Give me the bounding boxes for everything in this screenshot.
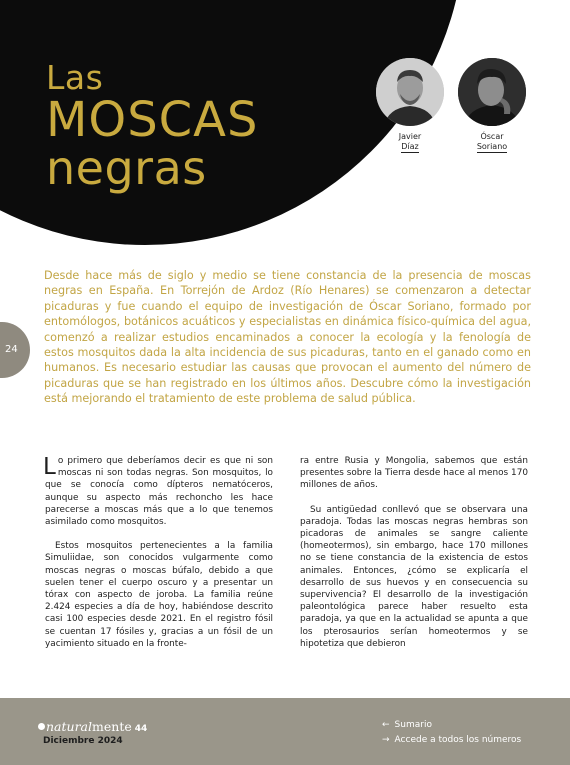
brand-logo bbox=[38, 719, 147, 734]
paragraph-text: o primero que deberíamos decir es que ni son moscas ni son todas negras. Son mosquitos, lo que se conocía como dípteros nematóceros, aunque su aspecto más rechoncho les hace parecerse a moscas más que a lo que tenemos asimilado como mosquitos. bbox=[45, 456, 273, 528]
body-paragraph: Estos mosquitos pertenecientes a la familia Simuliidae, son conocidos vulgarmente como moscas negras o moscas búfalo, debido a que suelen tener el cuerpo oscuro y a presentar un tórax con aspecto de joroba. La familia reúne 2.424 especies a día de hoy, habiéndose descrito casi 100 especies desde 2021. En el registro fósil se cuentan 17 fósiles y, gracias a un fósil de un yacimiento situado en la fronte- bbox=[45, 541, 273, 649]
body-column-2 bbox=[300, 455, 528, 662]
arrow-right-icon: → bbox=[382, 735, 390, 745]
author-name bbox=[454, 132, 530, 153]
brand-dot-icon bbox=[38, 723, 45, 730]
title-line-3: negras bbox=[46, 141, 207, 195]
body-column-1 bbox=[45, 455, 273, 662]
issue-number: 44 bbox=[134, 724, 148, 734]
article-intro: Desde hace más de siglo y medio se tiene constancia de la presencia de moscas negras en España. En Torrejón de Ardoz (Río Henares) se comenzaron a detectar picaduras y fue cuando el equipo de investigación de Óscar Soriano, formado por entomólogos, botánicos acuáticos y especialistas en dinámica físico-química del agua, comenzó a realizar estudios encaminados a conocer la ecología y la fenología de estos mosquitos dada la alta incidencia de sus picaduras, tanto en el ganado como en humanos. Es necesario estudiar las causas que provocan el aumento del número de picaduras que se han registrado en los últimos años. Descubre cómo la investigación está mejorando el tratamiento de este problema de salud pública. bbox=[44, 269, 531, 406]
author-photo-icon bbox=[458, 58, 526, 126]
person-photo-icon bbox=[458, 58, 526, 126]
body-paragraph: ra entre Rusia y Mongolia, sabemos que están presentes sobre la Tierra desde hace al menos 170 millones de años. bbox=[300, 456, 528, 491]
drop-cap: L bbox=[43, 454, 56, 480]
author-oscar-soriano bbox=[454, 58, 530, 153]
brand-rest: mente bbox=[92, 719, 132, 734]
article-title bbox=[46, 58, 259, 195]
link-label: Sumario bbox=[394, 720, 432, 730]
brand-italic: natural bbox=[46, 719, 93, 734]
summary-link[interactable] bbox=[382, 720, 432, 730]
body-paragraph bbox=[45, 455, 273, 528]
author-last-name[interactable]: Soriano bbox=[476, 142, 508, 151]
page-number: 24 bbox=[5, 344, 18, 355]
arrow-left-icon: ← bbox=[382, 720, 390, 730]
author-name bbox=[372, 132, 448, 153]
body-paragraph: Su antigüedad conllevó que se observara una paradoja. Todas las moscas negras hembras son picadoras de animales se sangre caliente (homeotermos), sin embargo, hace 170 millones no se tiene constancia de la existencia de estos animales. Entonces, ¿cómo se explicaría el desarrollo de sus huevos y en consecuencia su supervivencia? El desarrollo de la investigación paleontológica parece haber resuelto esta paradoja, ya que en la actualidad se apunta a que los pterosaurios serían homeotermos y se hipotetiza que debieron bbox=[300, 504, 528, 649]
author-first-name: Javier bbox=[398, 132, 422, 141]
author-first-name: Óscar bbox=[480, 132, 504, 141]
author-javier-diaz bbox=[372, 58, 448, 153]
person-photo-icon bbox=[376, 58, 444, 126]
title-line-1: Las bbox=[46, 58, 104, 97]
link-label: Accede a todos los números bbox=[394, 735, 522, 745]
author-last-name[interactable]: Díaz bbox=[401, 142, 419, 151]
title-line-2: MOSCAS bbox=[46, 92, 259, 148]
issue-date: Diciembre 2024 bbox=[43, 736, 123, 746]
author-photo-icon bbox=[376, 58, 444, 126]
all-issues-link[interactable] bbox=[382, 735, 521, 745]
